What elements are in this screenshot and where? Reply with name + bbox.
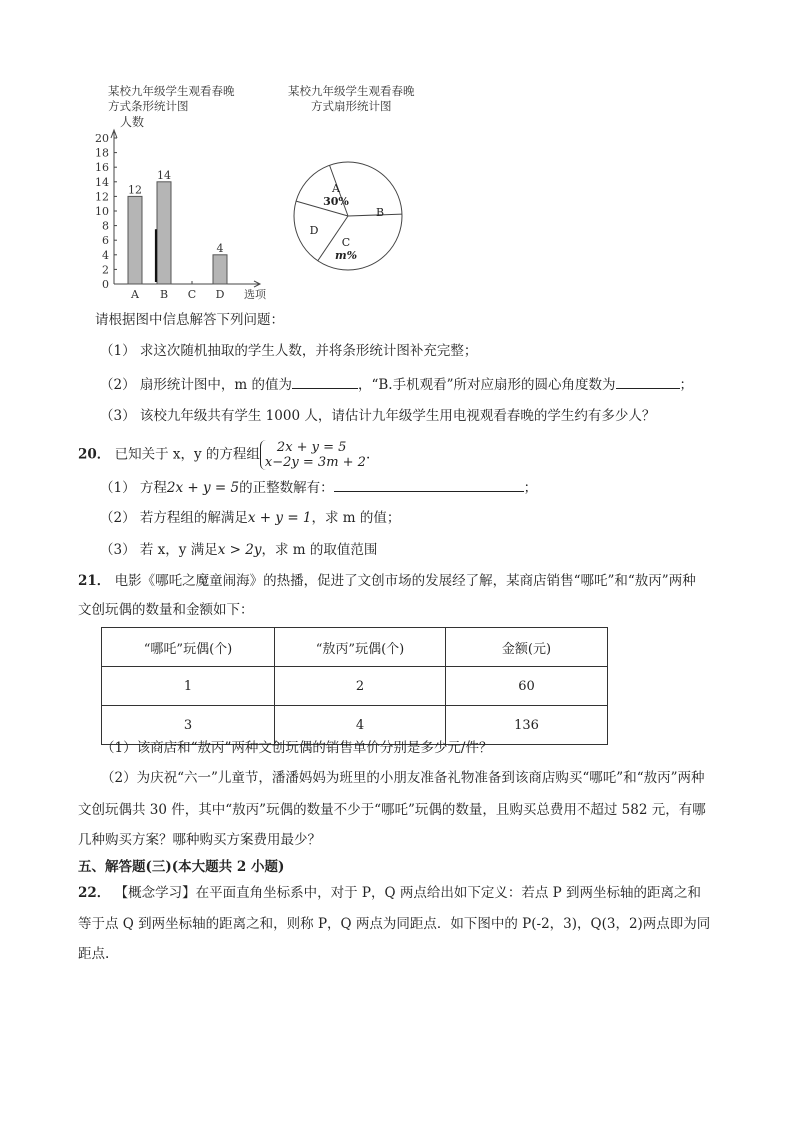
q20-stem-text: 已知关于 x，y 的方程组 <box>114 446 260 463</box>
bar-category-label: B <box>159 288 169 300</box>
bar-ytick-label: 0 <box>102 278 109 291</box>
q19-part1-text: 求这次随机抽取的学生人数，并将条形统计图补充完整； <box>139 343 478 359</box>
q20-part1-num: （1） <box>100 480 136 496</box>
bar-ytick-label: 2 <box>102 263 109 277</box>
bar-ytick-label: 16 <box>95 161 109 175</box>
table-cell: 2 <box>275 667 446 706</box>
q19-part3-num: （3） <box>100 408 136 424</box>
bar-chart-title-line1: 某校九年级学生观看春晚 <box>108 84 235 98</box>
bar-ytick-label: 20 <box>95 132 109 145</box>
bar-ytick-label: 14 <box>95 175 109 189</box>
q20-part1-math: 2x + y = 5 <box>166 480 240 496</box>
bar-ytick-label: 6 <box>102 234 109 248</box>
q20-part3-num: （3） <box>100 542 136 558</box>
bar-data-label: 14 <box>157 168 171 182</box>
pie-chart-title-line2: 方式扇形统计图 <box>311 99 392 113</box>
answer-blank-positive-solutions[interactable] <box>334 477 524 492</box>
q20-part3-math: x > 2y <box>217 542 262 558</box>
q19-part2-text-a: 扇形统计图中，m 的值为 <box>139 377 292 393</box>
q20-part2-math: x + y = 1 <box>247 510 312 526</box>
pie-slice-label: C <box>341 236 351 249</box>
bar-chart-title-line2: 方式条形统计图 <box>108 99 189 113</box>
q19-part1-num: （1） <box>100 343 136 359</box>
pie-slice-value: 30% <box>323 195 349 208</box>
q20-part3 <box>100 540 377 560</box>
q19-part3 <box>100 406 655 426</box>
table-cell: 4 <box>275 706 446 745</box>
q21-line1-text: 电影《哪吒之魔童闹海》的热播，促进了文创市场的发展经了解，某商店销售“哪吒”和“敖丙”两种 <box>114 573 696 589</box>
table-cell: 136 <box>446 706 608 745</box>
table-row <box>102 667 608 706</box>
q20-number: 20． <box>78 446 111 463</box>
q21-data-table <box>101 627 608 745</box>
bar-category-label: A <box>131 288 139 300</box>
pie-slice-label: A <box>332 182 340 195</box>
table-header-row <box>102 628 608 667</box>
q20-part2-num: （2） <box>100 510 136 526</box>
table-header-cell: “哪吒”玩偶(个) <box>102 628 275 667</box>
bar-ytick-label: 8 <box>102 219 109 233</box>
q21-part2-line3: 几种购买方案？哪种购买方案费用最少？ <box>78 832 321 848</box>
q19-part2-num: （2） <box>100 377 136 393</box>
bar-ytick-label: 18 <box>95 146 109 160</box>
q21-number: 21． <box>78 573 111 589</box>
bar-data-label: 4 <box>216 241 224 255</box>
answer-blank-m[interactable] <box>292 374 358 389</box>
q22-number: 22． <box>78 885 111 901</box>
q20-eq1: 2x + y = 5 <box>276 440 347 455</box>
q21-stem-line2: 文创玩偶的数量和金额如下： <box>78 602 254 618</box>
pie-slice-label: D <box>309 224 319 237</box>
q20-part1-text-a: 方程 <box>139 480 167 496</box>
table-cell: 1 <box>102 667 275 706</box>
bar-category-label: C <box>187 288 197 300</box>
q21-part2-line1: （2）为庆祝“六一”儿童节，潘潘妈妈为班里的小朋友准备礼物准备到该商店购买“哪吒”和“敖丙”两种 <box>101 770 705 786</box>
table-cell: 60 <box>446 667 608 706</box>
q20-part3-text-a: 若 x，y 满足 <box>139 542 218 558</box>
table-header-cell: “敖丙”玩偶(个) <box>275 628 446 667</box>
q19-part3-text: 该校九年级共有学生 1000 人，请估计九年级学生用电视观看春晚的学生约有多少人？ <box>139 408 656 424</box>
section-heading: 五、解答题(三)(本大题共 2 小题) <box>78 859 285 875</box>
q20-part2-text-b: ，求 m 的值； <box>311 510 401 526</box>
q20-part3-text-b: ，求 m 的取值范围 <box>261 542 378 558</box>
bar-category-label: D <box>215 288 225 300</box>
bar-ytick-label: 4 <box>102 248 109 262</box>
bar-data-label: 12 <box>128 183 142 197</box>
q21-part1: （1）该商店和“敖丙”两种文创玩偶的销售单价分别是多少元/件？ <box>101 740 493 756</box>
pie-slice-label: B <box>375 206 385 219</box>
q20-part1-text-b: 的正整数解有： <box>239 480 334 496</box>
bar <box>157 182 171 284</box>
table-cell: 3 <box>102 706 275 745</box>
q21-part2-line2: 文创玩偶共 30 件，其中“敖丙”玩偶的数量不少于“哪吒”玩偶的数量，且购买总费用不超过 582 元，有哪 <box>78 802 706 818</box>
q19-part2-text-b: ，“B.手机观看”所对应扇形的圆心角度数为 <box>357 377 616 393</box>
bar-ytick-label: 10 <box>95 205 109 218</box>
bar-ylabel: 人数 <box>120 115 145 129</box>
pie-chart-title-line1: 某校九年级学生观看春晚 <box>288 84 415 98</box>
q22-line1 <box>78 883 701 903</box>
q21-stem-line1 <box>78 571 696 591</box>
q22-line3: 距点. <box>78 946 110 962</box>
q20-part1-text-c: ； <box>523 480 538 496</box>
q20-part1 <box>100 477 537 498</box>
q22-line1-text: 【概念学习】在平面直角坐标系中，对于 P，Q 两点给出如下定义：若点 P 到两坐标轴的距离之和 <box>114 885 701 901</box>
q20-part2 <box>100 508 400 528</box>
q20-part2-text-a: 若方程组的解满足 <box>139 510 248 526</box>
q20-equation-system <box>260 440 366 470</box>
bar-ytick-label: 12 <box>95 190 109 204</box>
q19-part1 <box>100 341 477 361</box>
bar-chart <box>84 108 284 300</box>
pie-chart <box>290 160 410 272</box>
q19-part2-text-c: ； <box>679 377 693 393</box>
q20-stem-tail: . <box>365 446 371 463</box>
pie-chart-title <box>288 84 415 114</box>
bar <box>128 196 142 284</box>
q20-stem <box>78 440 370 470</box>
table-header-cell: 金额(元) <box>446 628 608 667</box>
q22-line2: 等于点 Q 到两坐标轴的距离之和，则称 P，Q 两点为同距点．如下图中的 P(-2，3)，Q(3，2)两点即为同 <box>78 916 711 932</box>
answer-blank-angle[interactable] <box>616 374 680 389</box>
q20-eq2: x−2y = 3m + 2 <box>264 455 366 470</box>
q19-part2 <box>100 374 693 395</box>
bar-xlabel: 选项 <box>244 288 266 300</box>
bar <box>213 255 227 284</box>
pie-slice-value: m% <box>334 249 358 262</box>
q19-intro: 请根据图中信息解答下列问题： <box>95 312 284 328</box>
